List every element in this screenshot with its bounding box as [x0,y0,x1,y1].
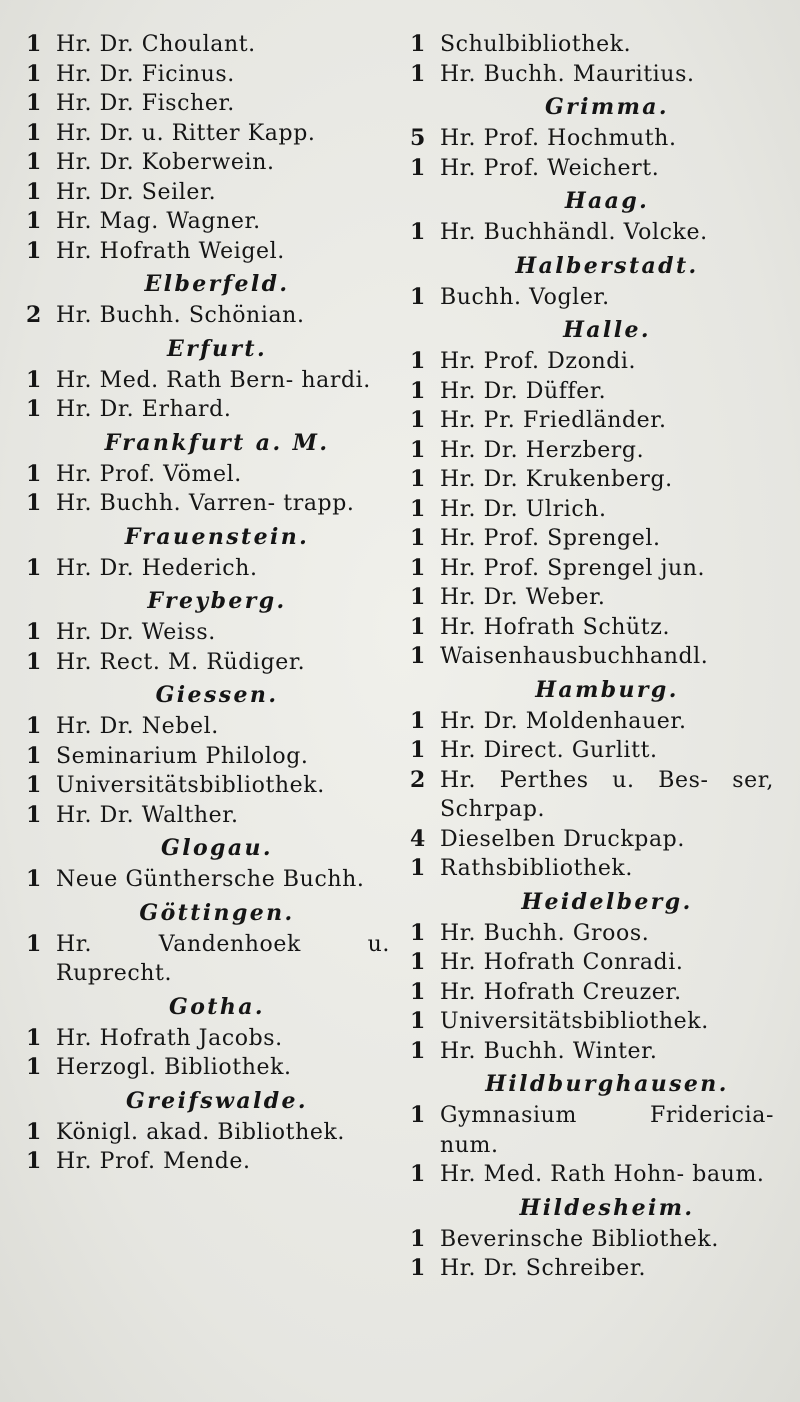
subscriber-entry [26,30,390,60]
subscriber-name: Hr. Dr. Ficinus. [56,61,235,87]
subscriber-name: Hr. Perthes u. Bes- ser, Schrpap. [440,767,774,822]
copy-count: 1 [26,366,42,393]
subscriber-name: Hr. Hofrath Creuzer. [440,979,682,1005]
copy-count: 1 [410,1037,426,1064]
subscriber-entry [410,766,774,825]
place-heading: Hamburg. [535,676,679,703]
subscriber-name: Hr. Dr. Ulrich. [440,496,607,522]
copy-count: 1 [26,866,42,892]
subscriber-entry [26,1147,390,1177]
subscriber-name: Hr. Dr. Weiss. [56,620,216,645]
copy-count: 1 [26,60,42,87]
copy-count: 1 [26,490,42,516]
copy-count: 1 [410,1008,426,1034]
subscriber-entry [410,154,774,184]
subscriber-entry [26,771,390,801]
place-heading: Elberfeld. [144,271,290,297]
copy-count: 1 [410,1225,426,1252]
subscriber-name: Herzogl. Bibliothek. [56,1055,292,1080]
copy-count: 1 [26,90,42,116]
subscriber-name: Hr. Dr. Walther. [56,802,239,828]
subscriber-entry [410,495,774,525]
copy-count: 1 [410,525,426,551]
subscriber-name: Hr. Prof. Hochmuth. [440,126,677,151]
subscriber-name: Hr. Dr. Weber. [440,585,606,610]
copy-count: 1 [410,283,426,310]
subscriber-entry [410,854,774,884]
subscriber-entry [410,825,774,855]
subscriber-name: Gymnasium Fridericia- num. [440,1103,774,1158]
subscriber-entry [26,148,390,178]
subscriber-name: Universitätsbibliothek. [440,1009,709,1034]
subscriber-entry [410,642,774,672]
subscriber-entry [26,1053,390,1083]
copy-count: 1 [410,737,426,763]
subscriber-name: Hr. Prof. Sprengel. [440,526,661,551]
subscriber-name: Hr. Med. Rath Bern- hardi. [56,367,371,393]
subscriber-name: Hr. Hofrath Weigel. [56,238,285,264]
subscriber-entry [410,283,774,313]
copy-count: 1 [26,1148,42,1174]
subscriber-name: Hr. Dr. Herzberg. [440,437,645,463]
subscriber-entry [26,648,390,678]
subscriber-name: Schulbibliothek. [440,32,632,57]
place-heading: Hildburghausen. [485,1071,729,1097]
subscriber-entry [26,460,390,490]
subscriber-name: Neue Günthersche Buchh. [56,867,365,892]
subscriber-name: Hr. Dr. Schreiber. [440,1256,647,1281]
copy-count: 1 [26,149,42,175]
place-heading: Grimma. [544,94,669,120]
copy-count: 1 [410,613,426,640]
subscriber-entry [26,366,390,396]
copy-count: 1 [26,554,42,581]
copy-count: 1 [26,237,42,264]
subscriber-entry [410,347,774,377]
subscriber-name: Hr. Direct. Gurlitt. [440,738,658,763]
place-heading: Freyberg. [147,588,287,614]
left-column [26,30,390,1177]
copy-count: 1 [26,119,42,146]
subscriber-entry [26,119,390,149]
subscriber-entry [26,60,390,90]
subscriber-name: Hr. Rect. M. Rüdiger. [56,649,306,675]
subscriber-entry [410,524,774,554]
copy-count: 1 [26,619,42,645]
place-heading: Glogau. [161,835,273,861]
copy-count: 1 [410,31,426,57]
subscriber-name: Hr. Dr. Koberwein. [56,150,275,175]
subscriber-name: Hr. Prof. Weichert. [440,155,660,181]
subscriber-name: Hr. Mag. Wagner. [56,209,261,234]
copy-count: 1 [26,930,42,957]
place-heading: Göttingen. [139,899,295,926]
subscriber-name: Hr. Buchh. Varren- trapp. [56,491,355,516]
place-heading: Erfurt. [166,335,268,362]
subscriber-name: Hr. Dr. Choulant. [56,32,256,57]
place-heading: Frankfurt a. M. [104,429,330,456]
subscriber-name: Hr. Prof. Vömel. [56,461,242,487]
copy-count: 1 [410,978,426,1005]
copy-count: 4 [410,825,426,852]
subscriber-entry [26,89,390,119]
copy-count: 1 [26,31,42,57]
subscriber-name: Rathsbibliothek. [440,856,633,881]
subscriber-name: Hr. Dr. Hederich. [56,555,258,581]
subscriber-entry [410,978,774,1008]
copy-count: 1 [410,584,426,610]
subscriber-name: Hr. Buchhändl. Volcke. [440,220,708,245]
copy-count: 1 [410,1161,426,1187]
subscriber-name: Hr. Prof. Dzondi. [440,349,637,374]
copy-count: 1 [26,1118,42,1145]
copy-count: 1 [26,713,42,739]
copy-count: 5 [410,125,426,151]
subscriber-name: Hr. Prof. Sprengel jun. [440,555,706,581]
subscriber-entry [26,1024,390,1054]
place-heading: Halberstadt. [515,252,699,279]
place-heading: Heidelberg. [521,888,693,915]
copy-count: 1 [26,801,42,828]
copy-count: 1 [410,348,426,374]
copy-count: 1 [410,407,426,433]
subscriber-entry [26,554,390,584]
copy-count: 1 [410,855,426,881]
subscriber-entry [410,707,774,737]
subscriber-name: Seminarium Philolog. [56,743,309,769]
copy-count: 1 [26,772,42,798]
subscriber-entry [410,919,774,949]
subscriber-entry [26,207,390,237]
subscriber-entry [410,736,774,766]
subscriber-entry [26,301,390,331]
subscriber-entry [410,583,774,613]
copy-count: 1 [410,1102,426,1128]
subscriber-entry [410,1101,774,1160]
subscriber-entry [410,1225,774,1255]
copy-count: 1 [26,396,42,422]
copy-count: 1 [26,1024,42,1051]
copy-count: 1 [26,648,42,675]
subscriber-name: Hr. Buchh. Mauritius. [440,61,695,87]
subscriber-entry [26,712,390,742]
subscriber-entry [410,554,774,584]
subscriber-entry [26,489,390,519]
subscriber-entry [410,1254,774,1284]
subscriber-entry [410,30,774,60]
copy-count: 1 [410,707,426,734]
copy-count: 2 [26,302,42,328]
subscriber-entry [26,1118,390,1148]
subscriber-name: Hr. Pr. Friedländer. [440,408,667,433]
copy-count: 1 [410,219,426,245]
subscriber-entry [410,377,774,407]
subscriber-name: Waisenhausbuchhandl. [440,644,709,669]
place-heading: Hildesheim. [519,1194,695,1221]
subscriber-name: Hr. Dr. Krukenberg. [440,467,673,492]
subscriber-entry [410,124,774,154]
copy-count: 1 [410,643,426,669]
subscriber-name: Beverinsche Bibliothek. [440,1226,719,1252]
subscriber-name: Hr. Buchh. Schönian. [56,303,305,328]
subscriber-entry [26,395,390,425]
copy-count: 1 [26,460,42,487]
copy-count: 1 [410,154,426,181]
copy-count: 1 [410,436,426,463]
subscriber-name: Hr. Dr. Seiler. [56,179,217,205]
subscriber-entry [410,613,774,643]
subscriber-entry [410,1160,774,1190]
subscriber-entry [26,237,390,267]
copy-count: 1 [410,495,426,522]
place-heading: Gotha. [169,993,265,1020]
place-heading: Frauenstein. [124,523,310,550]
subscriber-name: Hr. Dr. Düffer. [440,378,607,404]
subscriber-name: Hr. Buchh. Winter. [440,1038,658,1064]
copy-count: 1 [410,949,426,975]
copy-count: 1 [26,178,42,205]
subscriber-entry [410,218,774,248]
subscriber-name: Hr. Dr. u. Ritter Kapp. [56,120,316,146]
subscriber-entry [26,178,390,208]
subscriber-entry [410,948,774,978]
subscriber-entry [410,1037,774,1067]
subscriber-name: Hr. Prof. Mende. [56,1149,251,1174]
subscriber-entry [410,60,774,90]
subscriber-name: Hr. Vandenhoek u. Ruprecht. [56,931,390,986]
copy-count: 2 [410,766,426,793]
subscriber-name: Hr. Buchh. Groos. [440,920,650,946]
subscriber-entry [410,465,774,495]
subscriber-name: Hr. Hofrath Schütz. [440,614,671,640]
copy-count: 1 [410,466,426,492]
subscriber-entry [410,436,774,466]
copy-count: 1 [410,60,426,87]
subscriber-name: Hr. Hofrath Conradi. [440,950,684,975]
copy-count: 1 [410,919,426,946]
subscriber-name: Buchh. Vogler. [440,284,610,310]
copy-count: 1 [410,1255,426,1281]
subscriber-entry [410,1007,774,1037]
copy-count: 1 [26,742,42,769]
subscriber-entry [26,801,390,831]
subscriber-entry [26,618,390,648]
place-heading: Greifswalde. [126,1087,308,1114]
right-column [410,30,774,1284]
subscriber-name: Königl. akad. Bibliothek. [56,1119,345,1145]
subscriber-name: Hr. Dr. Erhard. [56,397,232,422]
place-heading: Haag. [564,188,650,214]
subscriber-entry [410,406,774,436]
copy-count: 1 [410,377,426,404]
place-heading: Halle. [563,317,651,343]
subscriber-name: Hr. Hofrath Jacobs. [56,1025,283,1051]
subscriber-name: Hr. Dr. Fischer. [56,91,235,116]
subscriber-name: Universitätsbibliothek. [56,773,325,798]
subscriber-name: Hr. Dr. Moldenhauer. [440,708,687,734]
place-heading: Giessen. [155,682,279,708]
subscriber-name: Hr. Dr. Nebel. [56,714,219,739]
subscriber-name: Dieselben Druckpap. [440,826,685,852]
copy-count: 1 [410,554,426,581]
subscriber-entry [26,865,390,895]
subscriber-entry [26,930,390,989]
copy-count: 1 [26,208,42,234]
subscriber-entry [26,742,390,772]
subscriber-name: Hr. Med. Rath Hohn- baum. [440,1162,765,1187]
copy-count: 1 [26,1054,42,1080]
